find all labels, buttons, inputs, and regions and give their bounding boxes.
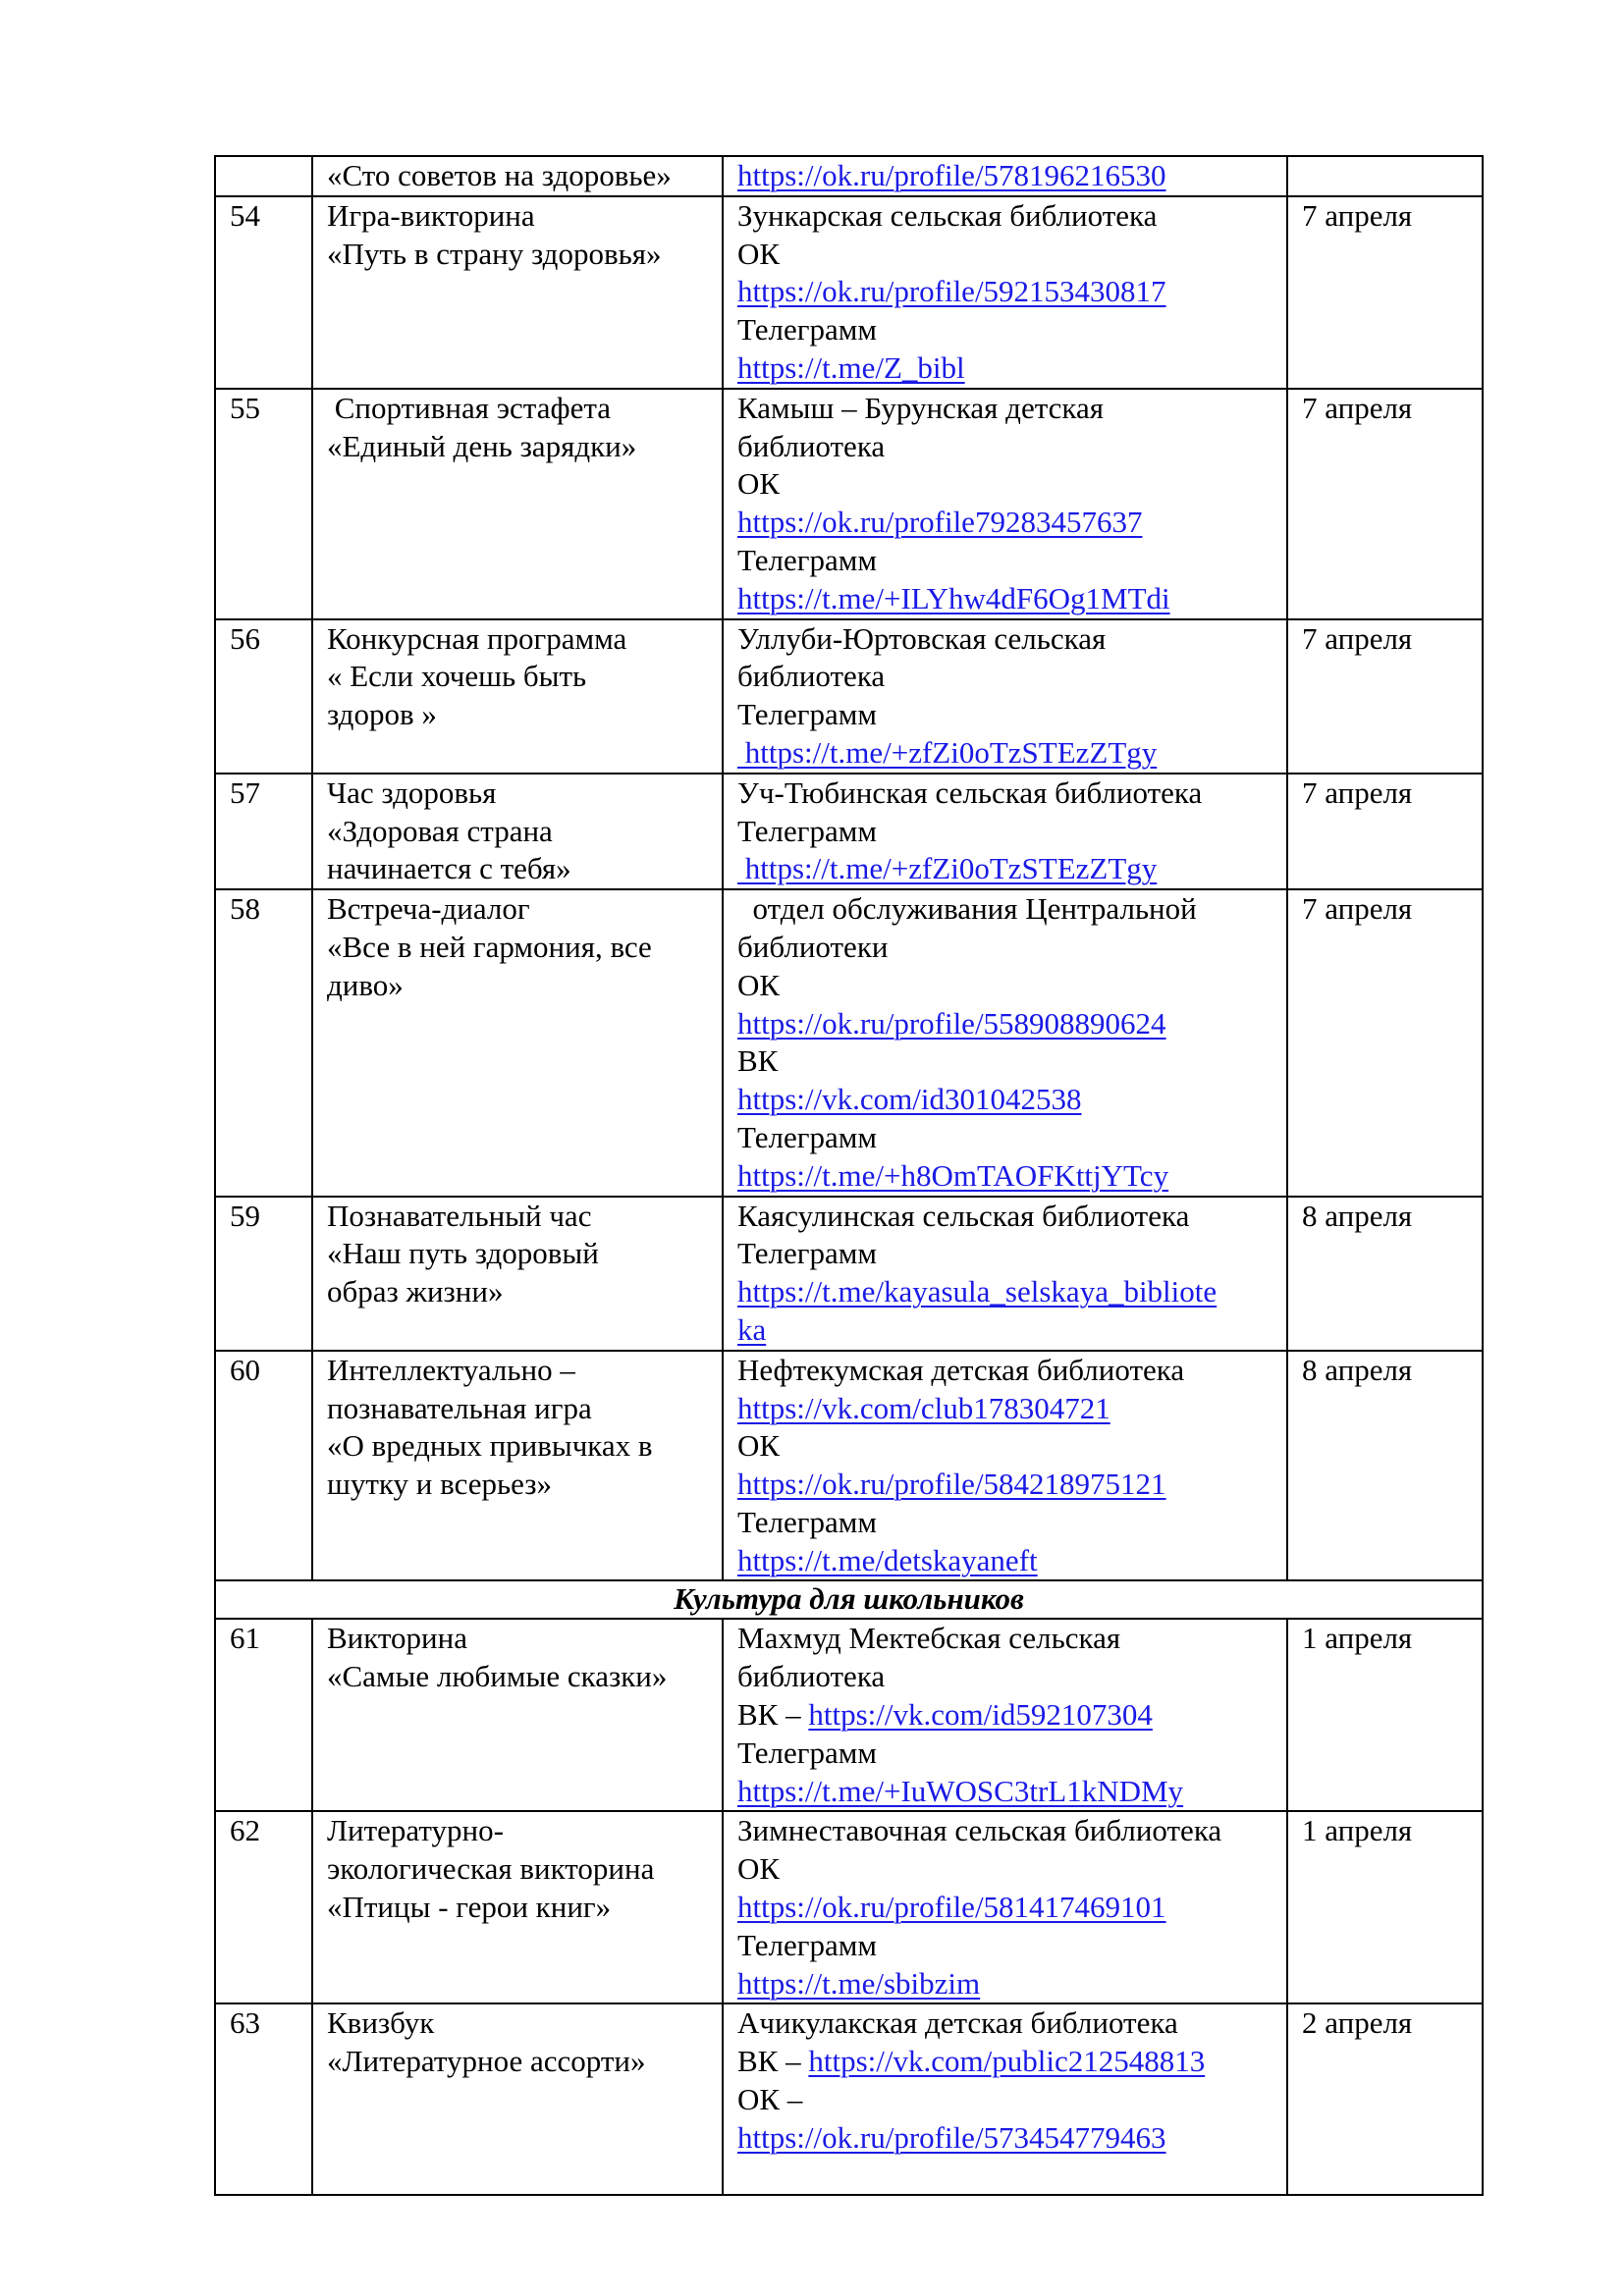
event-line: шутку и всерьез» (327, 1467, 553, 1502)
row-number: 54 (215, 196, 312, 389)
venue-link[interactable]: https://ok.ru/profile/573454779463 (737, 2119, 1166, 2155)
event-line: «Птицы - герои книг» (327, 1890, 612, 1925)
event-date: 2 апреля (1287, 2003, 1483, 2195)
venue-line: библиотека (737, 1659, 886, 1694)
event-line: Игра-викторина (327, 197, 535, 233)
venue-line: Камыш – Бурунская детская (737, 390, 1104, 425)
venue-line: ОК (737, 1851, 781, 1887)
event-date (1287, 156, 1483, 196)
venue-line: ОК (737, 466, 781, 502)
event-line: Час здоровья (327, 774, 497, 810)
row-number: 55 (215, 389, 312, 619)
table-row (215, 889, 1483, 1196)
event-cell (312, 889, 723, 1196)
event-cell (312, 1811, 723, 2003)
event-line: Квизбук (327, 2005, 435, 2041)
table-row (215, 1197, 1483, 1351)
section-header-row (215, 1580, 1483, 1619)
table-row (215, 389, 1483, 619)
venue-link[interactable]: https://ok.ru/profile/581417469101 (737, 1890, 1166, 1925)
venue-line: Нефтекумская детская библиотека (737, 1352, 1185, 1387)
venue-line: библиотеки (737, 929, 889, 964)
venue-cell (723, 889, 1287, 1196)
event-line: диво» (327, 967, 404, 1002)
event-cell (312, 156, 723, 196)
venue-line: Телеграмм (737, 542, 877, 577)
table-row (215, 2003, 1483, 2195)
table-row (215, 619, 1483, 774)
venue-cell (723, 196, 1287, 389)
event-line: « Если хочешь быть (327, 659, 587, 694)
venue-link[interactable]: https://t.me/detskayaneft (737, 1542, 1038, 1577)
table-row (215, 156, 1483, 196)
event-cell (312, 2003, 723, 2195)
event-date: 7 апреля (1287, 774, 1483, 889)
venue-link[interactable]: https://ok.ru/profile/592153430817 (737, 274, 1166, 309)
event-date: 1 апреля (1287, 1811, 1483, 2003)
row-number: 59 (215, 1197, 312, 1351)
venue-link[interactable]: https://t.me/+ILYhw4dF6Og1MTdi (737, 580, 1170, 615)
venue-line: ОК (737, 1428, 781, 1464)
venue-line: ОК (737, 236, 781, 271)
venue-line: ВК – https://vk.com/id592107304 (737, 1697, 1153, 1733)
venue-line: Уч-Тюбинская сельская библиотека (737, 774, 1203, 810)
venue-cell (723, 156, 1287, 196)
venue-link[interactable]: https://ok.ru/profile/558908890624 (737, 1005, 1166, 1041)
event-line: Спортивная эстафета (327, 390, 612, 425)
venue-line: Телеграмм (737, 697, 877, 732)
venue-link[interactable]: https://vk.com/id592107304 (808, 1697, 1153, 1733)
table-row (215, 1619, 1483, 1811)
event-line: «Путь в страну здоровья» (327, 236, 662, 271)
venue-link[interactable]: https://t.me/+IuWOSC3trL1kNDMy (737, 1773, 1184, 1808)
event-line: «Все в ней гармония, все (327, 929, 652, 964)
venue-link[interactable]: https://t.me/+zfZi0oTzSTEzZTgy (737, 851, 1158, 886)
venue-cell (723, 1351, 1287, 1581)
venue-link[interactable]: https://t.me/kayasula_selskaya_bibliote (737, 1274, 1218, 1309)
event-line: Интеллектуально – (327, 1352, 575, 1387)
venue-link[interactable]: https://ok.ru/profile/578196216530 (737, 158, 1166, 192)
event-cell (312, 1351, 723, 1581)
event-line: Конкурсная программа (327, 620, 627, 656)
venue-cell (723, 389, 1287, 619)
venue-cell (723, 2003, 1287, 2195)
event-cell (312, 1197, 723, 1351)
venue-cell (723, 774, 1287, 889)
row-number (215, 156, 312, 196)
row-number: 57 (215, 774, 312, 889)
venue-link[interactable]: https://t.me/+zfZi0oTzSTEzZTgy (737, 734, 1158, 770)
venue-link[interactable]: https://t.me/sbibzim (737, 1965, 981, 2001)
venue-line: библиотека (737, 659, 886, 694)
event-line: «Сто советов на здоровье» (327, 158, 672, 192)
event-date: 7 апреля (1287, 389, 1483, 619)
venue-link[interactable]: https://vk.com/id301042538 (737, 1082, 1082, 1117)
event-line: «Единый день зарядки» (327, 428, 637, 463)
row-number: 58 (215, 889, 312, 1196)
row-number: 60 (215, 1351, 312, 1581)
event-date: 7 апреля (1287, 619, 1483, 774)
venue-line: Телеграмм (737, 1735, 877, 1770)
venue-cell (723, 1619, 1287, 1811)
venue-line: Телеграмм (737, 813, 877, 848)
venue-line: Телеграмм (737, 312, 877, 347)
event-date: 7 апреля (1287, 196, 1483, 389)
event-date: 7 апреля (1287, 889, 1483, 1196)
row-number: 61 (215, 1619, 312, 1811)
event-date: 8 апреля (1287, 1197, 1483, 1351)
venue-link[interactable]: https://vk.com/club178304721 (737, 1390, 1110, 1425)
venue-line: ОК (737, 967, 781, 1002)
event-cell (312, 1619, 723, 1811)
venue-cell (723, 1197, 1287, 1351)
venue-line: ВК (737, 1043, 779, 1079)
table-row (215, 1811, 1483, 2003)
venue-link[interactable]: https://t.me/+h8OmTAOFKttjYTcy (737, 1157, 1169, 1193)
venue-cell (723, 1811, 1287, 2003)
event-line: начинается с тебя» (327, 851, 571, 886)
row-number: 56 (215, 619, 312, 774)
venue-line: Ачикулакская детская библиотека (737, 2005, 1178, 2041)
section-title: Культура для школьников (215, 1580, 1483, 1619)
event-date: 8 апреля (1287, 1351, 1483, 1581)
event-line: Литературно- (327, 1813, 504, 1848)
event-line: «Здоровая страна (327, 813, 553, 848)
venue-line: Телеграмм (737, 1236, 877, 1271)
venue-line: Телеграмм (737, 1119, 877, 1154)
event-line: Познавательный час (327, 1198, 592, 1233)
venue-line: отдел обслуживания Центральной (737, 891, 1197, 927)
event-line: «Наш путь здоровый (327, 1236, 599, 1271)
event-cell (312, 389, 723, 619)
event-cell (312, 619, 723, 774)
venue-line: Зункарская сельская библиотека (737, 197, 1158, 233)
venue-line: Телеграмм (737, 1927, 877, 1962)
event-line: экологическая викторина (327, 1851, 655, 1887)
event-line: «Самые любимые сказки» (327, 1659, 668, 1694)
venue-line: Каясулинская сельская библиотека (737, 1198, 1190, 1233)
venue-line: ОК – (737, 2082, 803, 2117)
venue-link[interactable]: https://ok.ru/profile/584218975121 (737, 1467, 1166, 1502)
table-row (215, 774, 1483, 889)
venue-link[interactable]: https://vk.com/public212548813 (808, 2044, 1206, 2079)
venue-line: Телеграмм (737, 1504, 877, 1539)
event-date: 1 апреля (1287, 1619, 1483, 1811)
event-cell (312, 774, 723, 889)
table-row (215, 196, 1483, 389)
venue-link[interactable]: https://ok.ru/profile79283457637 (737, 505, 1143, 540)
venue-line: Уллуби-Юртовская сельская (737, 620, 1107, 656)
venue-link[interactable]: ka (737, 1311, 767, 1347)
venue-line: ВК – https://vk.com/public212548813 (737, 2044, 1206, 2079)
venue-cell (723, 619, 1287, 774)
event-line: здоров » (327, 697, 437, 732)
venue-link[interactable]: https://t.me/Z_bibl (737, 349, 965, 385)
event-line: Викторина (327, 1621, 467, 1656)
event-line: «О вредных привычках в (327, 1428, 653, 1464)
venue-line: библиотека (737, 428, 886, 463)
row-number: 62 (215, 1811, 312, 2003)
table-row (215, 1351, 1483, 1581)
event-line: «Литературное ассорти» (327, 2044, 646, 2079)
venue-line: Махмуд Мектебская сельская (737, 1621, 1121, 1656)
events-table (214, 155, 1484, 2196)
row-number: 63 (215, 2003, 312, 2195)
event-line: Встреча-диалог (327, 891, 530, 927)
event-line: образ жизни» (327, 1274, 504, 1309)
event-line: познавательная игра (327, 1390, 592, 1425)
event-cell (312, 196, 723, 389)
events-table-body (215, 156, 1483, 2195)
venue-line: Зимнеставочная сельская библиотека (737, 1813, 1222, 1848)
